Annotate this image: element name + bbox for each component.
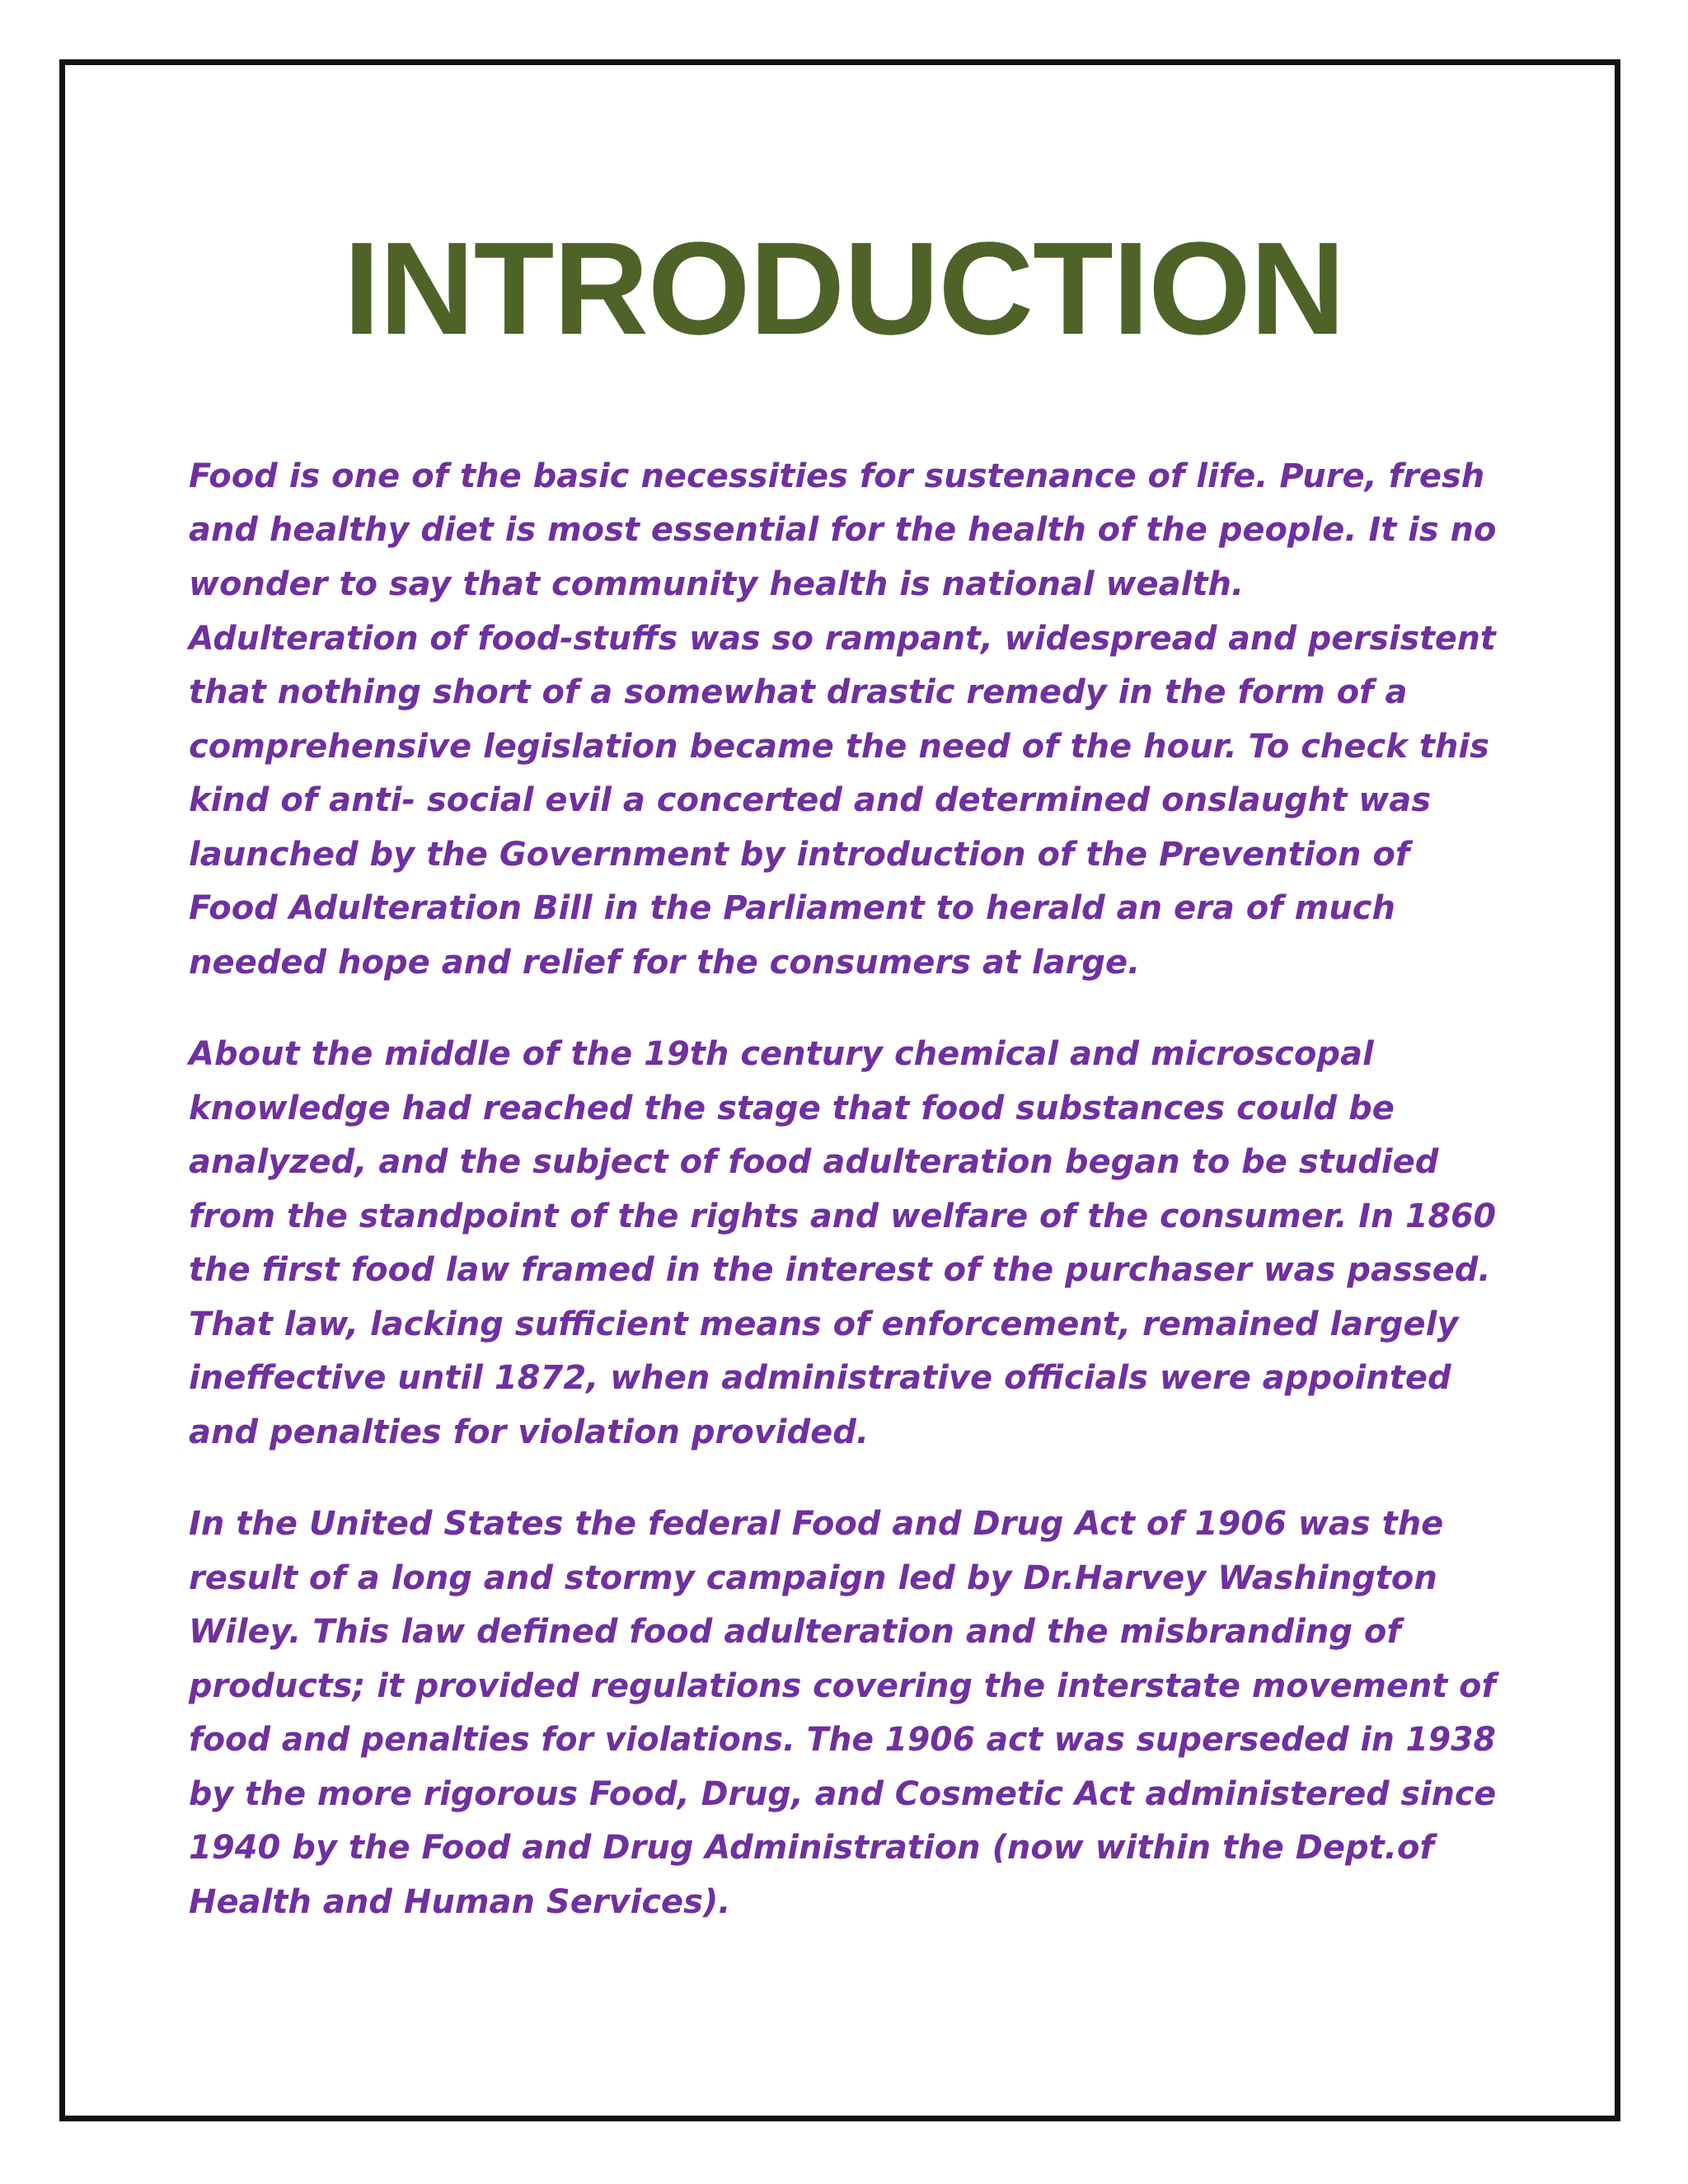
text-line: Adulteration of food-stuffs was so rampant, widespread and persistent — [189, 620, 1496, 658]
text-line: kind of anti- social evil a concerted and determined onslaught was — [189, 781, 1432, 819]
text-line: knowledge had reached the stage that food substances could be — [189, 1090, 1395, 1127]
text-line: result of a long and stormy campaign led by Dr.Harvey Washington — [189, 1559, 1437, 1597]
text-line: and penalties for violation provided. — [189, 1413, 870, 1451]
text-line: Food Adulteration Bill in the Parliament to herald an era of much — [189, 889, 1395, 927]
text-line: 1940 by the Food and Drug Administration (now within the Dept.of — [189, 1829, 1434, 1867]
text-line: ineffective until 1872, when administrative officials were appointed — [189, 1359, 1451, 1397]
text-line: products; it provided regulations covering the interstate movement of — [189, 1667, 1496, 1705]
text-line: That law, lacking sufficient means of enforcement, remained largely — [189, 1305, 1459, 1343]
text-line: from the standpoint of the rights and welfare of the consumer. In 1860 — [189, 1197, 1497, 1235]
page-title: INTRODUCTION — [343, 214, 1345, 362]
text-line: and healthy diet is most essential for the health of the people. It is no — [189, 511, 1497, 549]
text-line: Wiley. This law defined food adulteration and the misbranding of — [189, 1613, 1401, 1651]
text-line: Food is one of the basic necessities for sustenance of life. Pure, fresh — [189, 457, 1485, 495]
text-line: analyzed, and the subject of food adulteration began to be studied — [189, 1143, 1439, 1181]
text-line: food and penalties for violations. The 1906 act was superseded in 1938 — [189, 1721, 1496, 1759]
text-line: Health and Human Services). — [189, 1883, 731, 1921]
text-line: that nothing short of a somewhat drastic remedy in the form of a — [189, 673, 1408, 711]
text-line: launched by the Government by introduction of the Prevention of — [189, 836, 1410, 874]
text-line: needed hope and relief for the consumers at large. — [189, 944, 1141, 982]
text-line: About the middle of the 19th century chemical and microscopal — [189, 1035, 1374, 1073]
text-line: the first food law framed in the interest of the purchaser was passed. — [189, 1251, 1491, 1289]
text-line: comprehensive legislation became the need of the hour. To check this — [189, 728, 1489, 766]
text-line: by the more rigorous Food, Drug, and Cosmetic Act administered since — [189, 1775, 1497, 1813]
text-line: wonder to say that community health is national wealth. — [189, 565, 1245, 603]
text-line: In the United States the federal Food and Drug Act of 1906 was the — [189, 1505, 1444, 1543]
